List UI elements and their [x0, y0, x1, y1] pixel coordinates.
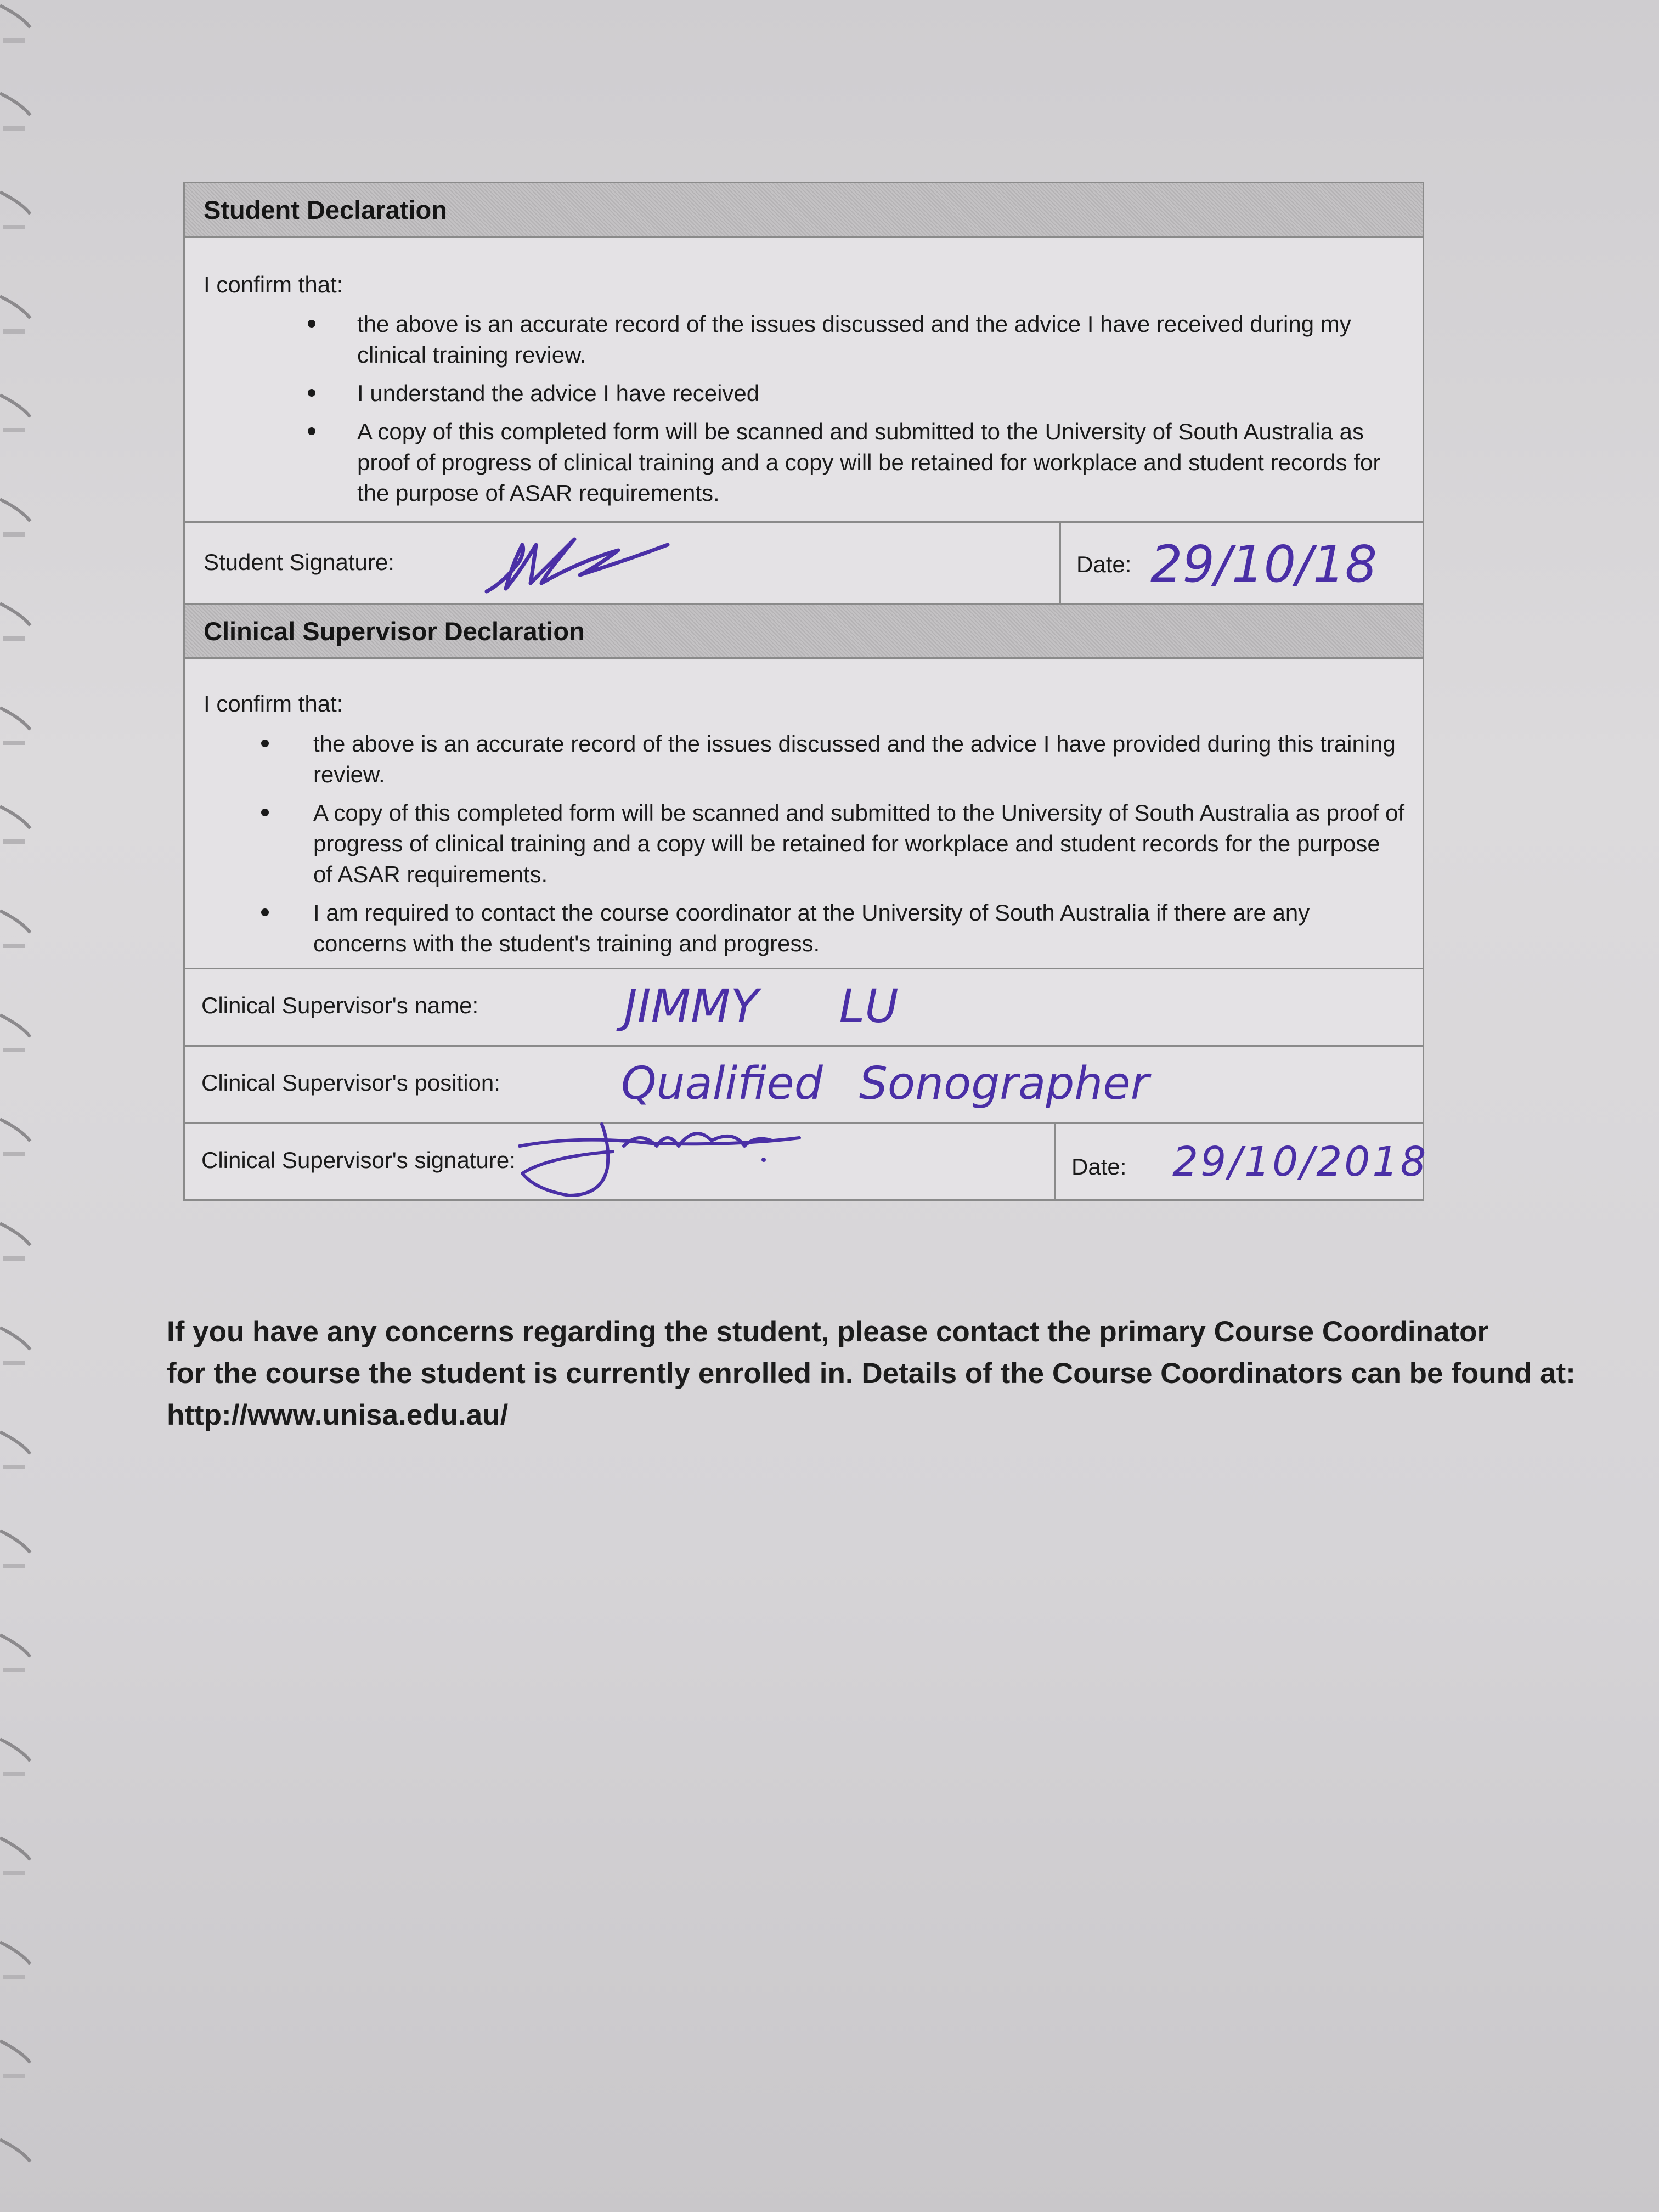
bullet-icon	[308, 320, 315, 328]
spiral-binding	[0, 0, 38, 2212]
bullet-icon	[308, 427, 315, 435]
student-confirm-block	[185, 238, 1423, 521]
footer-line-2: for the course the student is currently enrolled in. Details of the Course Coordinators can be found at:	[167, 1357, 1576, 1390]
supervisor-name-value: JIMMY LU	[624, 979, 899, 1033]
bullet-icon	[308, 389, 315, 397]
footer-contact-note	[167, 1311, 1593, 1436]
supervisor-signature	[514, 1113, 821, 1199]
bullet-text: A copy of this completed form will be scanned and submitted to the University of South Australia as proof of progress of clinical training and a copy will be retained for workplace and student records for the purpose of ASAR requirements.	[357, 419, 1381, 506]
list-item	[357, 309, 1405, 370]
student-signature	[481, 523, 733, 600]
list-item	[313, 729, 1405, 790]
student-date-value: 29/10/18	[1150, 535, 1378, 594]
student-signature-label: Student Signature:	[204, 549, 394, 575]
list-item	[313, 898, 1405, 959]
column-divider	[1054, 1124, 1056, 1199]
bullet-text: the above is an accurate record of the issues discussed and the advice I have received during my clinical training review.	[357, 311, 1351, 368]
supervisor-name-label: Clinical Supervisor's name:	[201, 992, 479, 1018]
supervisor-bullet-list	[313, 729, 1405, 967]
supervisor-signature-row	[185, 1122, 1429, 1199]
declaration-form	[183, 182, 1429, 1201]
supervisor-confirm-label: I confirm that:	[204, 691, 343, 716]
supervisor-position-row	[185, 1045, 1423, 1122]
footer-line-1: If you have any concerns regarding the student, please contact the primary Course Coordinator	[167, 1316, 1489, 1348]
student-bullet-list	[357, 309, 1405, 516]
supervisor-date-value: 29/10/2018	[1172, 1138, 1429, 1186]
bullet-text: I understand the advice I have received	[357, 380, 760, 406]
footer-url[interactable]: http://www.unisa.edu.au/	[167, 1399, 509, 1431]
supervisor-name-row	[185, 968, 1423, 1045]
list-item	[313, 798, 1405, 890]
column-divider	[1059, 523, 1061, 603]
student-signature-row	[185, 521, 1423, 603]
student-declaration-heading: Student Declaration	[185, 183, 1423, 238]
bullet-text: the above is an accurate record of the issues discussed and the advice I have provided during this training review.	[313, 731, 1396, 787]
supervisor-position-value: Qualified Sonographer	[621, 1058, 1149, 1110]
list-item	[357, 416, 1405, 509]
bullet-text: I am required to contact the course coordinator at the University of South Australia if there are any concerns with the student's training and progress.	[313, 900, 1310, 956]
supervisor-signature-label: Clinical Supervisor's signature:	[201, 1147, 516, 1173]
student-confirm-label: I confirm that:	[204, 272, 343, 297]
supervisor-declaration-heading: Clinical Supervisor Declaration	[185, 603, 1423, 659]
supervisor-date-label: Date:	[1071, 1154, 1127, 1180]
list-item	[357, 378, 1405, 409]
bullet-icon	[261, 909, 269, 916]
bullet-icon	[261, 740, 269, 747]
bullet-icon	[261, 809, 269, 816]
bullet-text: A copy of this completed form will be scanned and submitted to the University of South Australia as proof of progress of clinical training and a copy will be retained for workplace and student records for the purpose of ASAR requirements.	[313, 800, 1405, 887]
student-date-label: Date:	[1076, 551, 1132, 577]
supervisor-position-label: Clinical Supervisor's position:	[201, 1070, 500, 1096]
supervisor-confirm-block	[185, 659, 1423, 968]
